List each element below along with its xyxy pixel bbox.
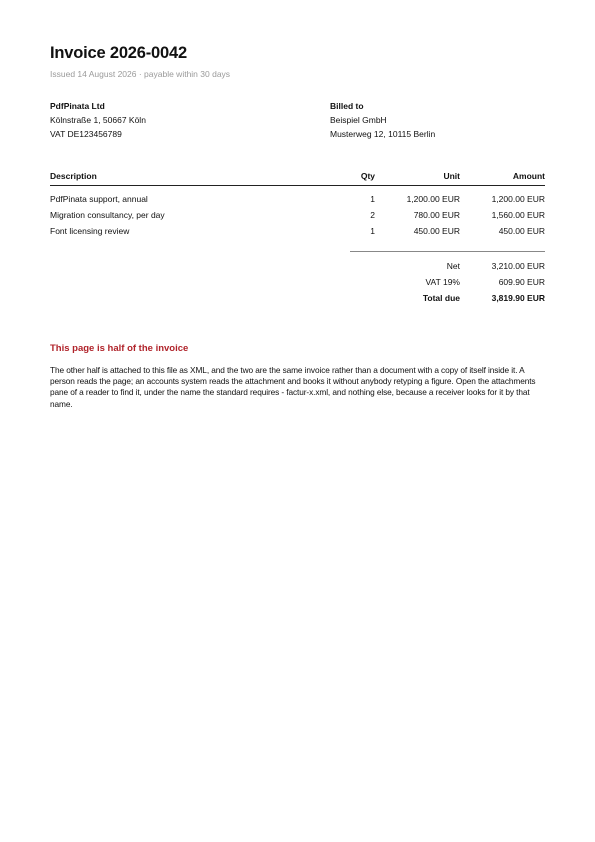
row-qty: 1 (370, 194, 375, 204)
row-amount: 450.00 EUR (498, 226, 545, 236)
total-due-row (350, 293, 545, 309)
notice-heading: This page is half of the invoice (50, 343, 189, 354)
seller-block (50, 99, 146, 141)
table-header (50, 170, 545, 186)
buyer-address: Musterweg 12, 10115 Berlin (330, 129, 436, 139)
row-description: Migration consultancy, per day (50, 210, 165, 220)
row-qty: 2 (370, 210, 375, 220)
buyer-name: Beispiel GmbH (330, 115, 387, 125)
seller-name: PdfPinata Ltd (50, 101, 105, 111)
net-row (350, 261, 545, 277)
notice-body: The other half is attached to this file as XML, and the two are the same invoice rather than a document with a copy of itself inside it. A person reads the page; an accounts system reads the attachment and books it without anybody retyping a figure. Open the attachments pane of a reader to find it, under the name the standard requires - factur-x.xml, and nothing else, because a receiver looks for it by that name. (50, 365, 536, 409)
row-description: Font licensing review (50, 226, 130, 236)
net-label: Net (446, 261, 460, 271)
table-row (50, 210, 545, 226)
net-value: 3,210.00 EUR (491, 261, 545, 271)
total-due-value: 3,819.90 EUR (491, 293, 545, 303)
vat-label: VAT 19% (425, 277, 460, 287)
row-unit: 1,200.00 EUR (406, 194, 460, 204)
vat-value: 609.90 EUR (498, 277, 545, 287)
table-row (50, 226, 545, 242)
totals-block (350, 251, 545, 309)
header-qty: Qty (360, 171, 375, 181)
seller-address: Kölnstraße 1, 50667 Köln (50, 115, 146, 125)
buyer-block (330, 99, 435, 141)
buyer-heading: Billed to (330, 101, 364, 111)
seller-vat: VAT DE123456789 (50, 129, 122, 139)
invoice-title: Invoice 2026-0042 (50, 44, 187, 62)
row-description: PdfPinata support, annual (50, 194, 148, 204)
row-qty: 1 (370, 226, 375, 236)
row-amount: 1,560.00 EUR (491, 210, 545, 220)
table-body (50, 194, 545, 242)
line-items-table (50, 170, 545, 242)
row-unit: 450.00 EUR (413, 226, 460, 236)
table-row (50, 194, 545, 210)
invoice-subtitle: Issued 14 August 2026 · payable within 30 days (50, 69, 231, 79)
header-description: Description (50, 171, 97, 181)
row-amount: 1,200.00 EUR (491, 194, 545, 204)
vat-row (350, 277, 545, 293)
total-due-label: Total due (422, 293, 460, 303)
row-unit: 780.00 EUR (413, 210, 460, 220)
header-amount: Amount (512, 171, 545, 181)
header-unit: Unit (443, 171, 460, 181)
